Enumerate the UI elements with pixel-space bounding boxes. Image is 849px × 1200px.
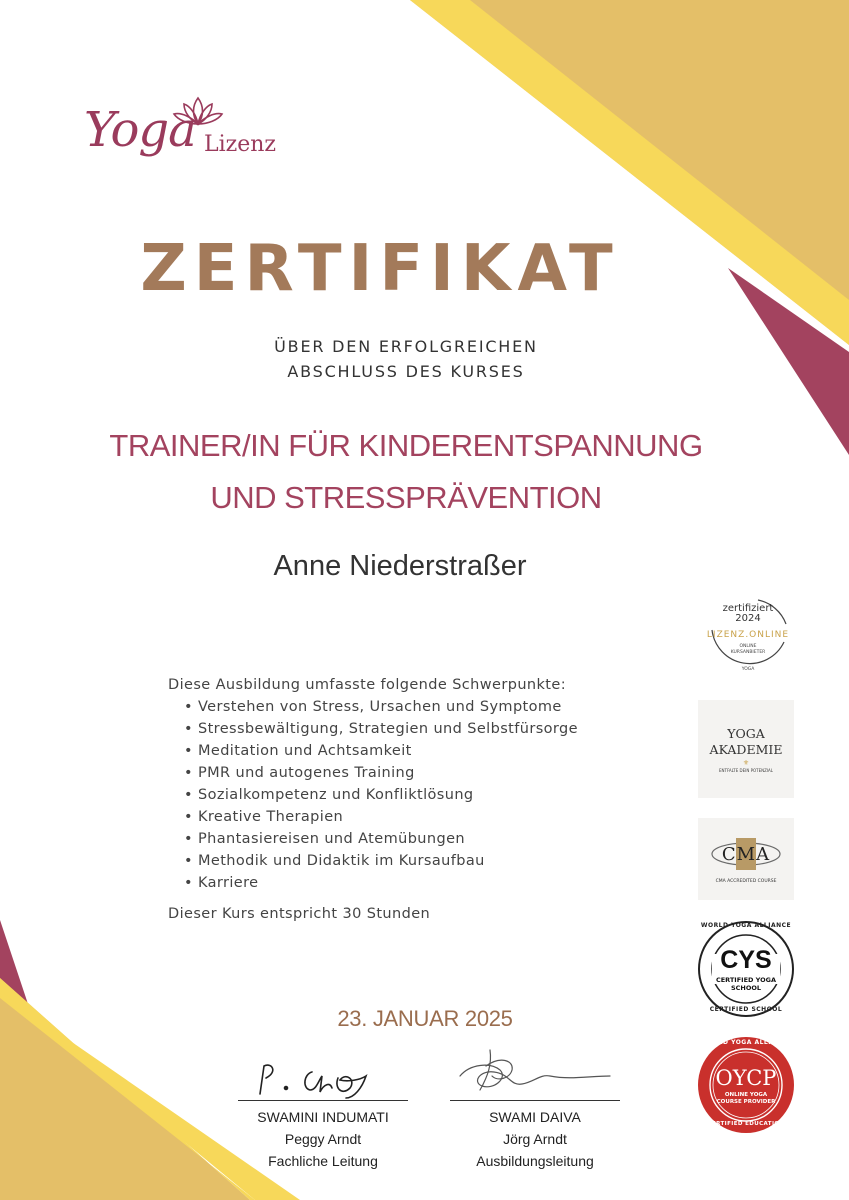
badge-year: 2024 [735,613,761,624]
oycp-mark: OYCP [715,1066,777,1090]
oycp-ring-top: WORLD YOGA ALLIANCE [700,1039,792,1046]
badge-sub-3: YOGA [741,667,755,672]
logo-script-text: Yoga [84,102,196,158]
cys-mark: CYS [720,946,772,974]
cma-caption: CMA ACCREDITED COURSE [715,879,777,884]
list-item: • PMR und autogenes Training [184,762,638,784]
signatory-role: Ausbildungsleitung [476,1153,594,1169]
badge-top-text: zertifiziert [722,603,774,614]
yoga-lizenz-logo [82,92,292,187]
signature-image-1 [238,1058,408,1104]
focus-section [168,674,638,894]
signatory-name: Jörg Arndt [503,1131,567,1147]
list-item: • Karriere [184,872,638,894]
subtitle-line-2: ABSCHLUSS DES KURSES [287,362,525,381]
certificate-title: ZERTIFIKAT [140,232,620,306]
list-item: • Methodik und Didaktik im Kursaufbau [184,850,638,872]
akademie-ornament-icon: ⚜ [742,759,750,767]
course-line-2: UND STRESSPRÄVENTION [210,480,602,515]
yoga-akademie-badge [698,700,794,798]
oycp-ring-bottom: CERTIFIED EDUCATION [707,1121,785,1127]
list-item: • Verstehen von Stress, Ursachen und Symptome [184,696,638,718]
badge-sub-1: ONLINE [739,644,757,649]
signature-line-1 [238,1100,408,1101]
list-item: • Kreative Therapien [184,806,638,828]
certificate-date: 23. JANUAR 2025 [337,1006,513,1031]
signatory-role: Fachliche Leitung [268,1153,378,1169]
list-item: • Meditation und Achtsamkeit [184,740,638,762]
logo-word-text: Lizenz [204,132,277,157]
oycp-badge [697,1036,795,1134]
signature-block-1 [238,1106,408,1172]
focus-intro: Diese Ausbildung umfasste folgende Schwerpunkte: [168,677,566,693]
cys-ring-bottom: CERTIFIED SCHOOL [709,1006,783,1013]
course-line-1: TRAINER/IN FÜR KINDERENTSPANNUNG [109,428,703,463]
cys-badge [697,920,795,1018]
list-item: • Stressbewältigung, Strategien und Selbstfürsorge [184,718,638,740]
course-name [0,420,812,524]
signature-image-2 [450,1046,620,1104]
list-item: • Phantasiereisen und Atemübungen [184,828,638,850]
akademie-line-1: YOGA [727,726,765,741]
badge-brand: LIZENZ.ONLINE [706,630,790,640]
lizenz-online-badge [698,596,798,680]
akademie-tagline: ENTFALTE DEIN POTENZIAL [718,768,773,773]
badge-sub-2: KURSANBIETER [730,650,766,655]
focus-list [168,696,638,894]
akademie-line-2: AKADEMIE [709,742,783,757]
recipient-name: Anne Niederstraßer [273,550,527,582]
signatory-title: SWAMINI INDUMATI [257,1109,389,1125]
certificate-subtitle [0,334,812,384]
course-hours: Dieser Kurs entspricht 30 Stunden [168,906,431,922]
signatory-title: SWAMI DAIVA [489,1109,581,1125]
oycp-line-2: COURSE PROVIDER [716,1099,776,1105]
cma-badge [698,818,794,900]
subtitle-line-1: ÜBER DEN ERFOLGREICHEN [274,337,538,356]
cys-line-2: SCHOOL [730,984,762,992]
cys-line-1: CERTIFIED YOGA [715,976,777,984]
signatory-name: Peggy Arndt [284,1131,362,1147]
cma-mark: CMA [721,844,771,865]
signature-line-2 [450,1100,620,1101]
signature-block-2 [450,1106,620,1172]
cys-ring-top: WORLD YOGA ALLIANCE [700,922,792,929]
oycp-line-1: ONLINE YOGA [724,1092,768,1098]
list-item: • Sozialkompetenz und Konfliktlösung [184,784,638,806]
